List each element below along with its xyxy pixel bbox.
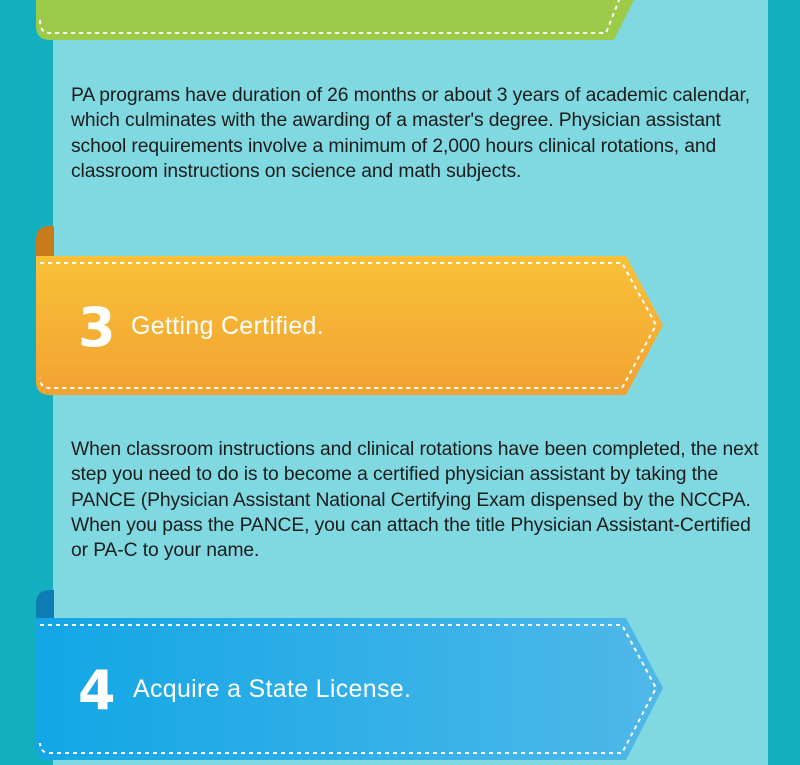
orange-ribbon-shape [36, 226, 666, 396]
step-2-banner [36, 0, 646, 42]
step-4-title: Acquire a State License. [133, 675, 412, 703]
step-4-number: 4 [78, 659, 116, 722]
step-3-title: Getting Certified. [131, 312, 324, 340]
step-3-banner [36, 226, 666, 396]
step-3-description: When classroom instructions and clinical rotations have been completed, the next step you need to do is to become a certified physician assistant by taking the PANCE (Physician Assistant National Certifying Exam dispensed by the NCCPA. When you pass the PANCE, you can attach the title Physician Assistant-Certified or PA-C to your name. [71, 439, 759, 562]
step-2-description: PA programs have duration of 26 months or about 3 years of academic calendar, which culminates with the awarding of a master's degree. Physician assistant school requirements involve a minimum of 2,000 hours clinical rotations, and classroom instructions on science and math subjects. [71, 85, 750, 182]
green-ribbon-shape [36, 0, 646, 42]
step-4-banner [36, 590, 666, 765]
step-3-number: 3 [78, 296, 116, 359]
